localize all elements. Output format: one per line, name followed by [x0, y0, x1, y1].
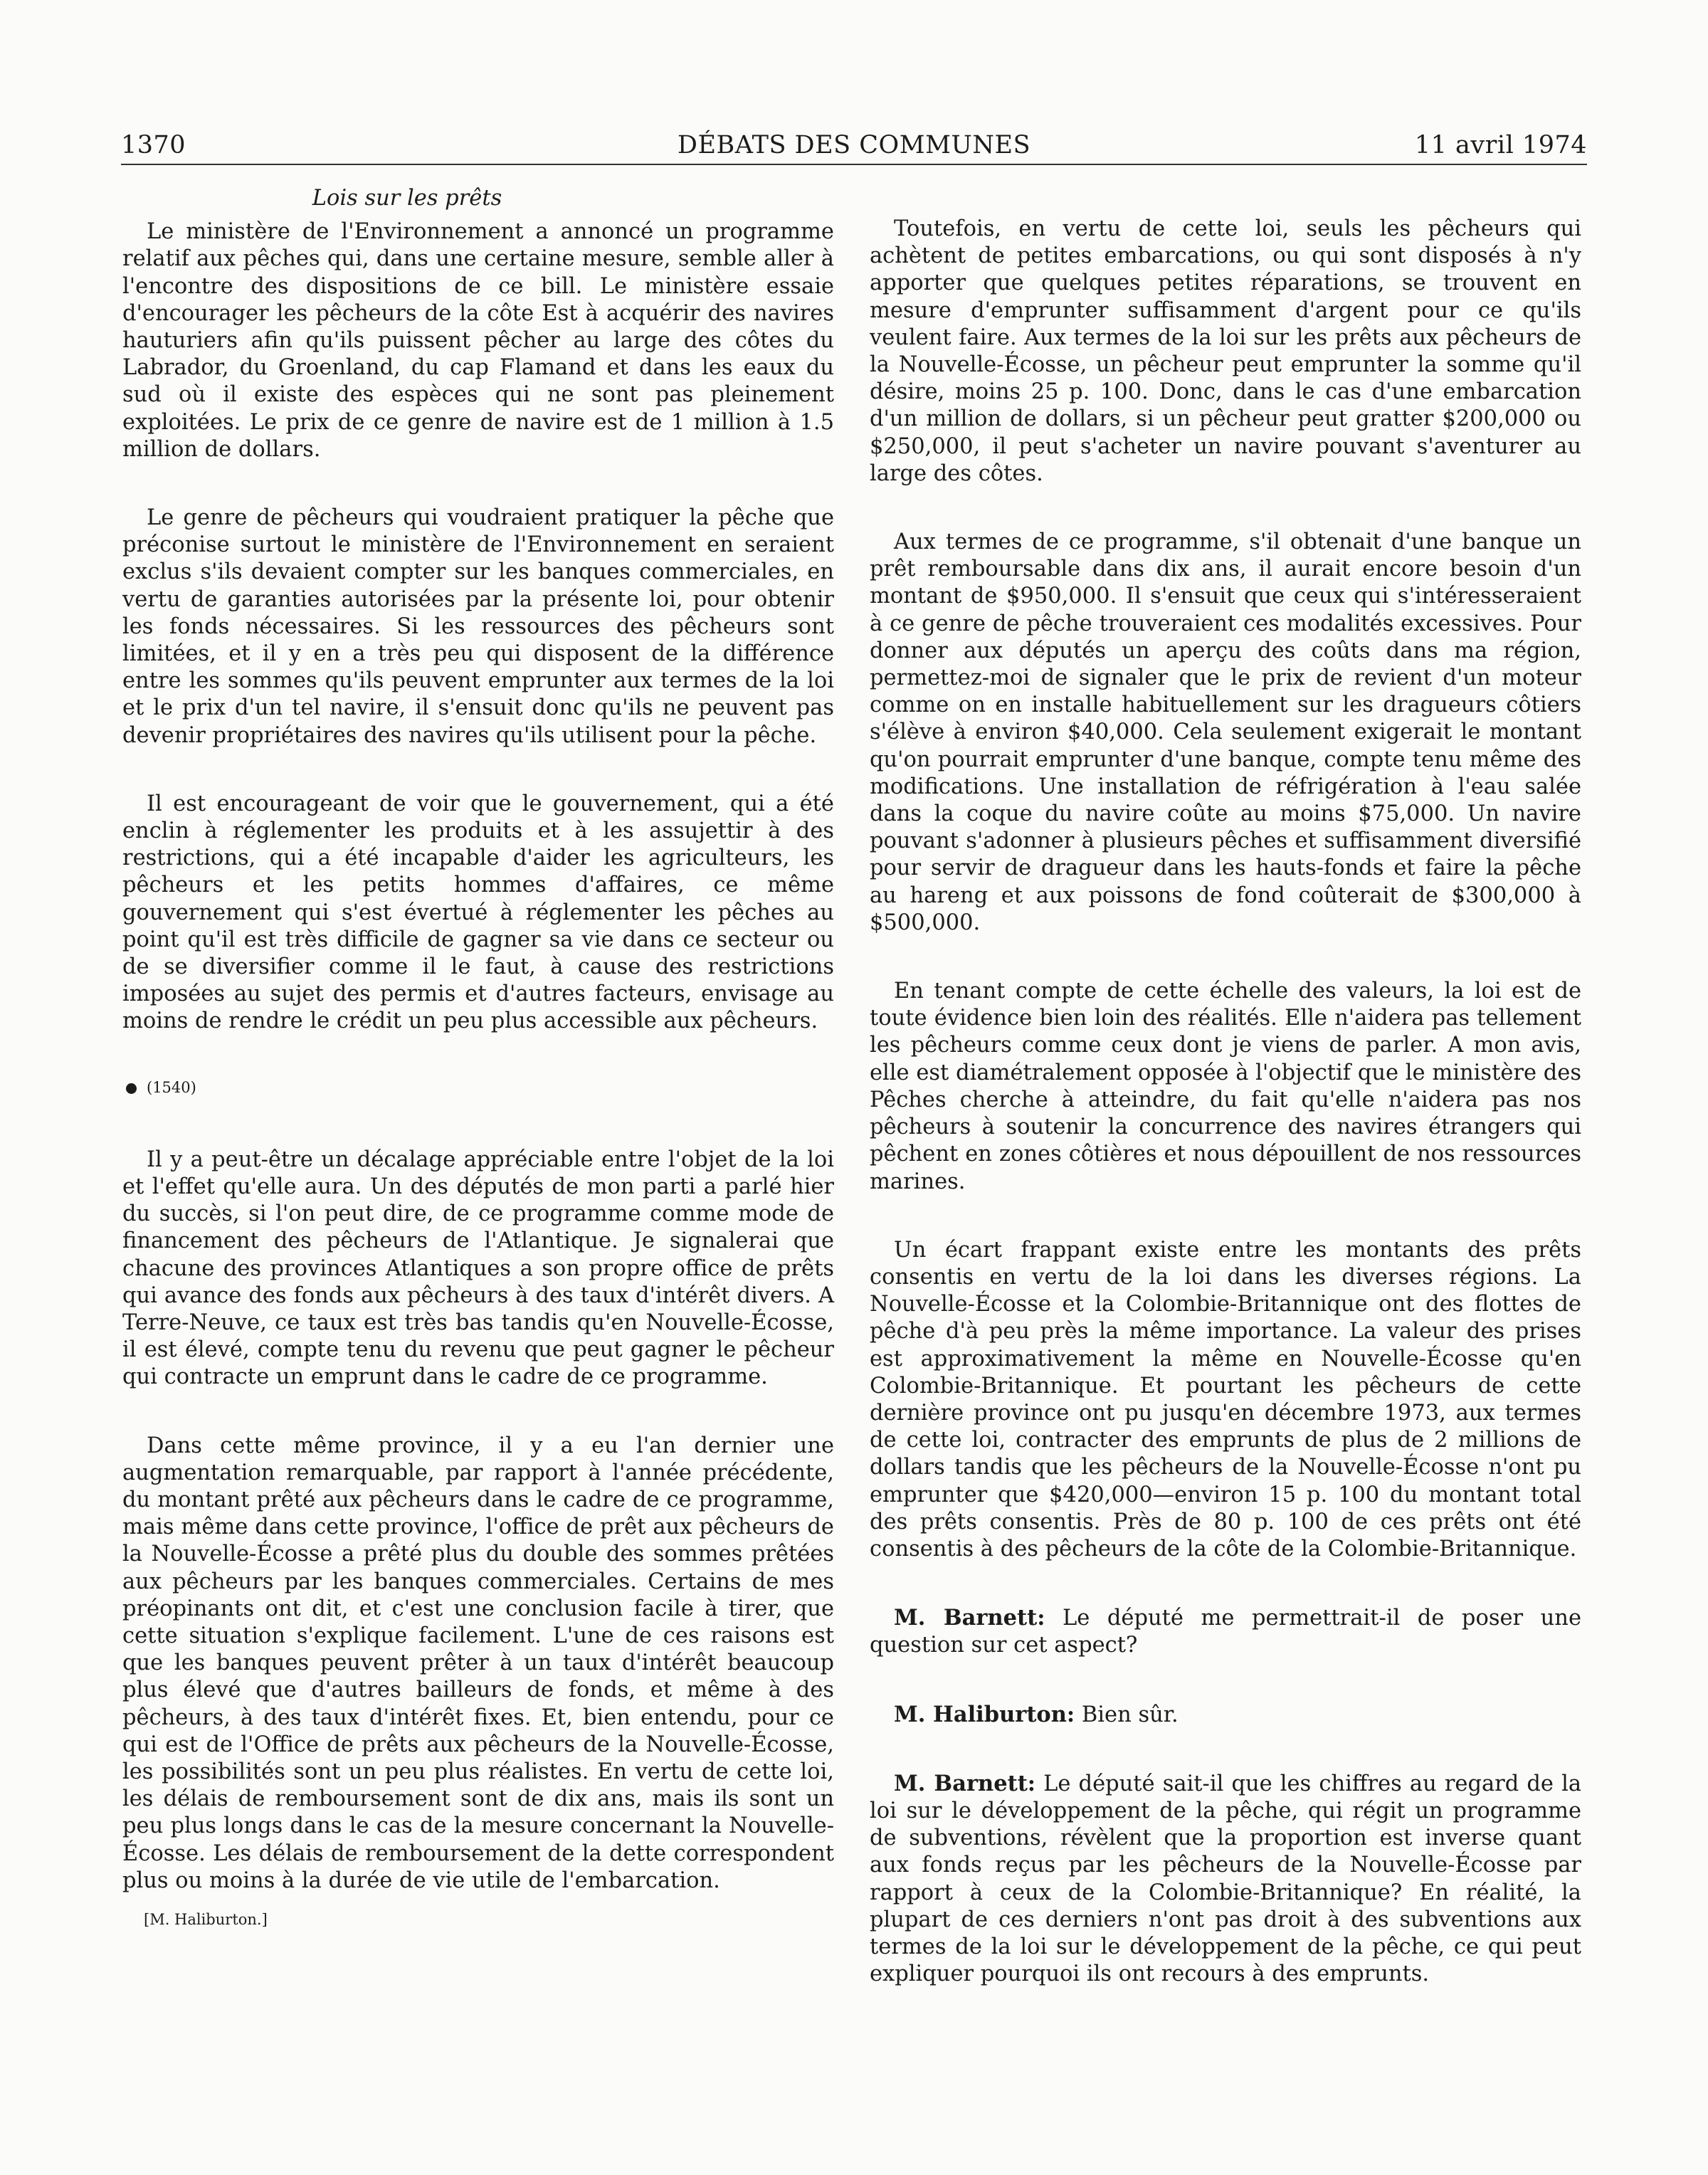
paragraph: Le genre de pêcheurs qui voudraient pratiquer la pêche que préconise surtout le ministère de l'Environnement en seraient exclus s'ils devaient compter sur les banques commerciales, en vertu de garanties autorisées par la présente loi, pour obtenir les fonds nécessaires. Si les ressources des pêcheurs sont limitées, et il y en a très peu qui disposent de la différence entre les sommes qu'ils peuvent emprunter aux termes de la loi et le prix d'un tel navire, il s'ensuit donc qu'ils ne peuvent pas devenir propriétaires des navires qu'ils utilisent pour la pêche. [122, 505, 834, 748]
paragraph: Il est encourageant de voir que le gouvernement, qui a été enclin à réglementer les produits et à les assujettir à des restrictions, qui a été incapable d'aider les agriculteurs, les pêcheurs et les petits hommes d'affaires, ce même gouvernement qui s'est évertué à réglementer les pêches au point qu'il est très difficile de gagner sa vie dans ce secteur ou de se diversifier comme il le faut, à cause des restrictions imposées au sujet des permis et d'autres facteurs, envisage au moins de rendre le crédit un peu plus accessible aux pêcheurs. [122, 791, 834, 1034]
speech-text: Le député me permettrait-il de poser une question sur cet aspect? [870, 1606, 1581, 1658]
exchange [870, 1604, 1581, 1659]
page-date: 11 avril 1974 [1414, 131, 1587, 159]
exchange [870, 1770, 1581, 1989]
speaker-name: M. Barnett: [894, 1605, 1045, 1631]
speaker-name: M. Haliburton: [894, 1701, 1075, 1727]
paragraph: Un écart frappant existe entre les montants des prêts consentis en vertu de la loi dans les diverses régions. La Nouvelle-Écosse et la Colombie-Britannique ont des flottes de pêche d'à peu près la même importance. La valeur des prises est approximativement la même en Nouvelle-Écosse qu'en Colombie-Britannique. Et pourtant les pêcheurs de cette dernière province ont pu jusqu'en décembre 1973, aux termes de cette loi, contracter des emprunts de plus de 2 millions de dollars tandis que les pêcheurs de la Nouvelle-Écosse n'ont pu emprunter que $420,000—environ 15 p. 100 du montant total des prêts consentis. Près de 80 p. 100 de ces prêts ont été consentis à des pêcheurs de la côte de la Colombie-Britannique. [870, 1237, 1581, 1562]
paragraph: Toutefois, en vertu de cette loi, seuls les pêcheurs qui achètent de petites embarcations, ou qui sont disposés à n'y apporter que quelques petites réparations, se trouvent en mesure d'emprunter suffisamment d'argent pour ce qu'ils veulent faire. Aux termes de la loi sur les prêts aux pêcheurs de la Nouvelle-Écosse, un pêcheur peut emprunter la somme qu'il désire, moins 25 p. 100. Donc, dans le cas d'une embarcation d'un million de dollars, si un pêcheur peut gratter $200,000 ou $250,000, il peut s'acheter un navire pouvant s'aventurer au large des côtes. [870, 216, 1581, 486]
paragraph: En tenant compte de cette échelle des valeurs, la loi est de toute évidence bien loin des réalités. Elle n'aidera pas tellement les pêcheurs comme ceux dont je viens de parler. A mon avis, elle est diamétralement opposée à l'objectif que le ministère des Pêches cherche à atteindre, du fait qu'elle n'aidera pas nos pêcheurs à soutenir la concurrence des navires étrangers qui pêchent en zones côtières et nous dépouillent de nos ressources marines. [870, 979, 1581, 1194]
speaker-name: M. Barnett: [894, 1770, 1036, 1796]
paragraph: Aux termes de ce programme, s'il obtenait d'une banque un prêt remboursable dans dix ans, il aurait encore besoin d'un montant de $950,000. Il s'ensuit que ceux qui s'intéresseraient à ce genre de pêche trouveraient ces modalités excessives. Pour donner aux députés un aperçu des coûts dans ma région, permettez-moi de signaler que le prix de revient d'un moteur comme on en installe habituellement sur les dragueurs côtiers s'élève à environ $40,000. Cela seulement exigerait le montant qu'on pourrait emprunter d'une banque, compte tenu même des modifications. Une installation de réfrigération à l'eau salée dans la coque du navire coûte au moins $75,000. Un navire pouvant s'adonner à plusieurs pêches et suffisamment diversifié pour servir de dragueur dans les hauts-fonds et faire la pêche au hareng et aux poissons de fond coûterait de $300,000 à $500,000. [870, 530, 1581, 935]
paragraph: Le ministère de l'Environnement a annoncé un programme relatif aux pêches qui, dans une certaine mesure, semble aller à l'encontre des dispositions de ce bill. Le ministère essaie d'encourager les pêcheurs de la côte Est à acquérir des navires hauturiers afin qu'ils puissent pêcher au large des côtes du Labrador, du Groenland, du cap Flamand et dans les eaux du sud où il existe des espèces qui ne sont pas pleinement exploitées. Le prix de ce genre de navire est de 1 million à 1.5 million de dollars. [122, 219, 834, 462]
timestamp-marker [126, 1077, 834, 1098]
page-number: 1370 [121, 131, 186, 159]
bullet-icon [126, 1083, 137, 1094]
right-column [870, 216, 1581, 2029]
publication-title: DÉBATS DES COMMUNES [677, 131, 1031, 159]
paragraph: Il y a peut-être un décalage appréciable entre l'objet de la loi et l'effet qu'elle aura. Un des députés de mon parti a parlé hier du succès, si l'on peut dire, de ce programme comme mode de financement des pêcheurs de l'Atlantique. Je signalerai que chacune des provinces Atlantiques a son propre office de prêts qui avance des fonds aux pêcheurs à des taux d'intérêt divers. A Terre-Neuve, ce taux est très bas tandis qu'en Nouvelle-Écosse, il est élevé, compte tenu du revenu que peut gagner le pêcheur qui contracte un emprunt dans le cadre de ce programme. [122, 1147, 834, 1390]
speech-text: Bien sûr. [1075, 1702, 1179, 1727]
speaker-reference: [M. Haliburton.] [144, 1910, 268, 1928]
timestamp-text: (1540) [147, 1078, 196, 1096]
page-header [121, 128, 1587, 165]
exchange [870, 1701, 1581, 1729]
left-column [122, 185, 834, 1933]
section-title: Lois sur les prêts [312, 186, 502, 211]
paragraph: Dans cette même province, il y a eu l'an dernier une augmentation remarquable, par rapport à l'année précédente, du montant prêté aux pêcheurs dans le cadre de ce programme, mais même dans cette province, l'office de prêt aux pêcheurs de la Nouvelle-Écosse a prêté plus du double des sommes prêtées aux pêcheurs par les banques commerciales. Certains de mes préopinants ont dit, et c'est une conclusion facile à tirer, que cette situation s'explique facilement. L'une de ces raisons est que les banques peuvent prêter à un taux d'intérêt beaucoup plus élevé que d'autres bailleurs de fonds, et même à des pêcheurs, à des taux d'intérêt fixes. Et, bien entendu, pour ce qui est de l'Office de prêts aux pêcheurs de la Nouvelle-Écosse, les possibilités sont un peu plus réalistes. En vertu de cette loi, les délais de remboursement sont de dix ans, mais ils sont un peu plus longs dans le cas de la mesure concernant la Nouvelle-Écosse. Les délais de remboursement de la dette correspondent plus ou moins à la durée de vie utile de l'embarcation. [122, 1433, 834, 1893]
speech-text: Le député sait-il que les chiffres au regard de la loi sur le développement de la pêche, qui régit un programme de subventions, révèlent que la proportion est inverse quant aux fonds reçus par les pêcheurs de la Nouvelle-Écosse par rapport à ceux de la Colombie-Britannique? En réalité, la plupart de ces derniers n'ont pas droit à des subventions aux termes de la loi sur le développement de la pêche, ce qui peut expliquer pourquoi ils ont recours à des emprunts. [870, 1771, 1582, 1987]
